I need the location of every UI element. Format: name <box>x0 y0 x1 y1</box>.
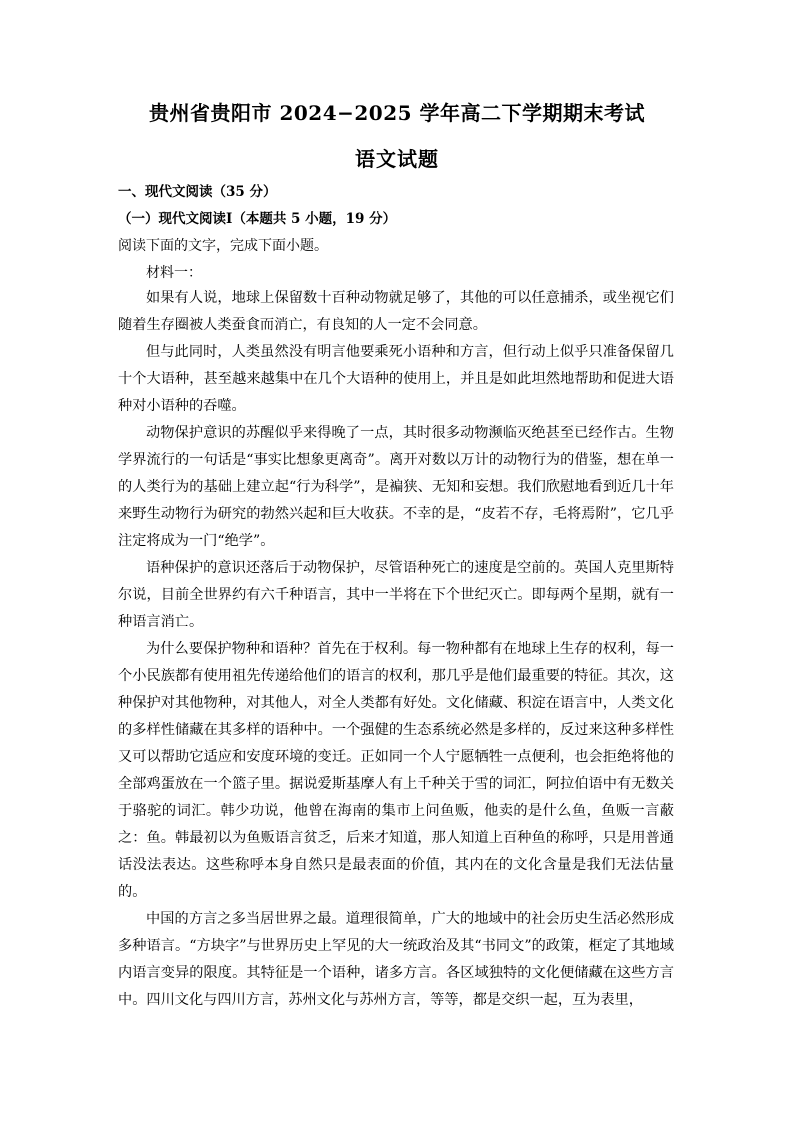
exam-subtitle: 语文试题 <box>355 147 439 171</box>
paragraph-2: 但与此同时，人类虽然没有明言他要乘死小语种和方言，但行动上似乎只准备保留几十个大语种，甚至越来越集中在几个大语种的使用上，并且是如此坦然地帮助和促进大语种对小语种的吞噬。 <box>118 344 674 414</box>
paragraph-4: 语种保护的意识还落后于动物保护，尽管语种死亡的速度是空前的。英国人克里斯特尔说，目前全世界约有六千种语言，其中一半将在下个世纪灭亡。即每两个星期，就有一种语言消亡。 <box>118 560 674 630</box>
passage-body <box>118 285 674 1014</box>
paragraph-3: 动物保护意识的苏醒似乎来得晚了一点，其时很多动物濒临灭绝甚至已经作古。生物学界流行的一句话是“事实比想象更离奇”。离开对数以万计的动物行为的借鉴，想在单一的人类行为的基础上建立起“行为科学”，是褊狭、无知和妄想。我们欣慰地看到近几十年来野生动物行为研究的勃然兴起和巨大收获。不幸的是，“皮若不存，毛将焉附”，它几乎注定将成为一门“绝学”。 <box>118 425 674 549</box>
exam-title: 贵州省贵阳市 2024−2025 学年高二下学期期末考试 <box>148 101 645 125</box>
subsection-heading: （一）现代文阅读Ⅰ（本题共 5 小题，19 分） <box>118 211 397 227</box>
material-label: 材料一： <box>146 265 202 281</box>
paragraph-6: 中国的方言之多当居世界之最。道理很简单，广大的地域中的社会历史生活必然形成多种语言。“方块字”与世界历史上罕见的大一统政治及其“书同文”的政策，框定了其地域内语言变异的限度。其特征是一个语种，诸多方言。各区域独特的文化便储藏在这些方言中。四川文化与四川方言，苏州文化与苏州方言，等等，都是交织一起，互为表里， <box>118 911 674 1008</box>
paragraph-1: 如果有人说，地球上保留数十百种动物就足够了，其他的可以任意捕杀，或坐视它们随着生存圈被人类蚕食而消亡，有良知的人一定不会同意。 <box>118 290 674 333</box>
section-heading: 一、现代文阅读（35 分） <box>118 184 277 200</box>
paragraph-5: 为什么要保护物种和语种？首先在于权利。每一物种都有在地球上生存的权利，每一个小民族都有使用祖先传递给他们的语言的权利，那几乎是他们最重要的特征。其次，这种保护对其他物种，对其他人，对全人类都有好处。文化储藏、积淀在语言中，人类文化的多样性储藏在其多样的语种中。一个强健的生态系统必然是多样的，反过来这种多样性又可以帮助它适应和安度环境的变迁。正如同一个人宁愿牺牲一点便利，也会拒绝将他的全部鸡蛋放在一个篮子里。据说爱斯基摩人有上千种关于雪的词汇，阿拉伯语中有无数关于骆驼的词汇。韩少功说，他曾在海南的集市上问鱼贩，他卖的是什么鱼，鱼贩一言蔽之：鱼。韩最初以为鱼贩语言贫乏，后来才知道，那人知道上百种鱼的称呼，只是用普通话没法表达。这些称呼本身自然只是最表面的价值，其内在的文化含量是我们无法估量的。 <box>118 641 674 900</box>
reading-instruction: 阅读下面的文字，完成下面小题。 <box>118 238 328 254</box>
